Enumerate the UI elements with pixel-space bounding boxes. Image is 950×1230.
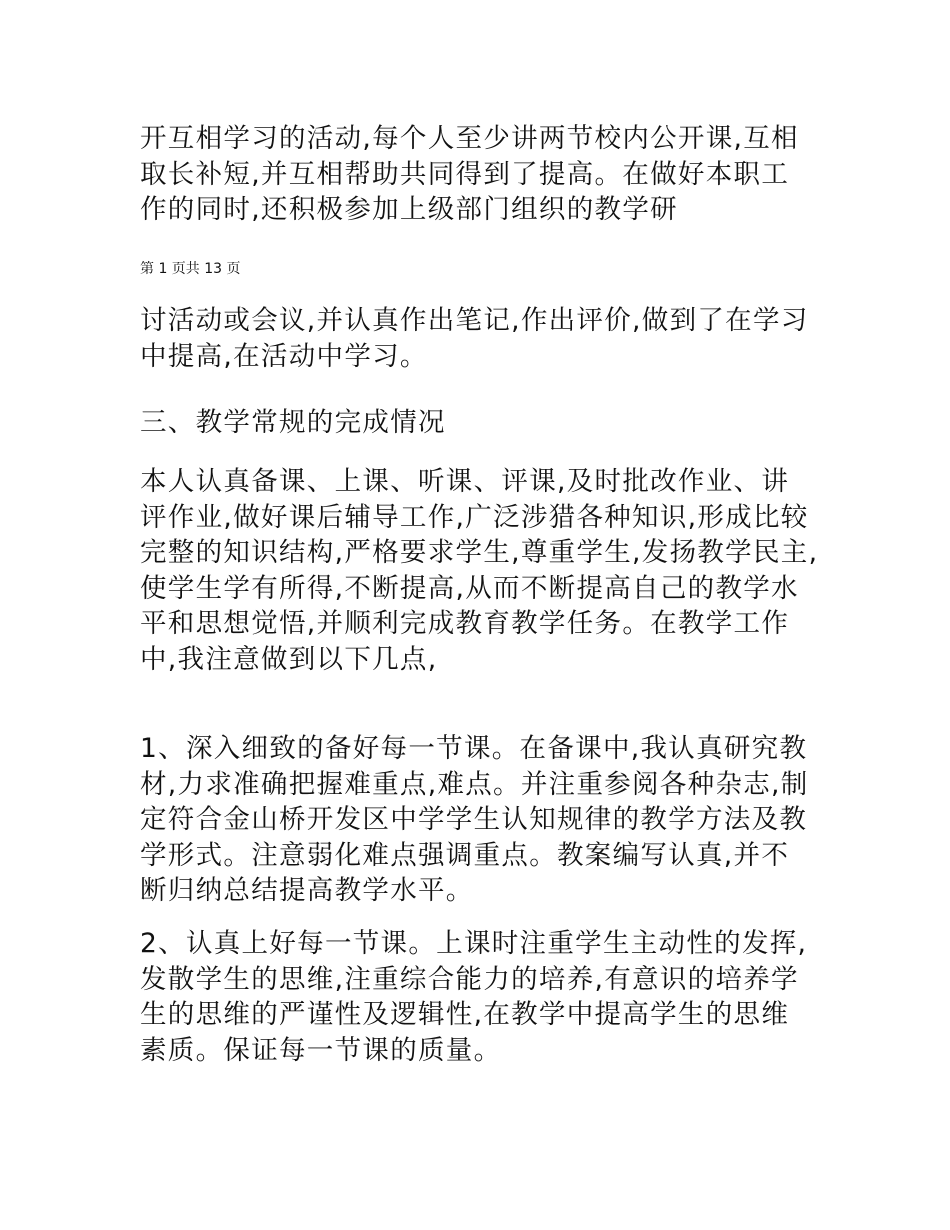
page-number-footer: 第 1 页共 13 页 bbox=[140, 261, 241, 277]
section-heading: 三、教学常规的完成情况 bbox=[140, 407, 446, 438]
paragraph-top: 开互相学习的活动,每个人至少讲两节校内公开课,互相 取长补短,并互相帮助共同得到了提高。在做好本职工 作的同时,还积极参加上级部门组织的教学研 bbox=[140, 123, 799, 225]
paragraph-continuation: 讨活动或会议,并认真作出笔记,作出评价,做到了在学习 中提高,在活动中学习。 bbox=[140, 305, 809, 372]
paragraph-intro: 本人认真备课、上课、听课、评课,及时批改作业、讲 评作业,做好课后辅导工作,广泛涉猎各种知识,形成比较 完整的知识结构,严格要求学生,尊重学生,发扬教学民主, 使学生学有所得,不断提高,从而不断提高自己的教学水 平和思想觉悟,并顺利完成教育教学任务。在教学工作 中,我注意做到以下几点, bbox=[140, 466, 819, 675]
list-item-1: 1、深入细致的备好每一节课。在备课中,我认真研究教 材,力求准确把握难重点,难点。并注重参阅各种杂志,制 定符合金山桥开发区中学学生认知规律的教学方法及教 学形式。注意弱化难点强调重点。教案编写认真,并不 断归纳总结提高教学水平。 bbox=[140, 733, 809, 906]
list-item-2: 2、认真上好每一节课。上课时注重学生主动性的发挥, 发散学生的思维,注重综合能力的培养,有意识的培养学 生的思维的严谨性及逻辑性,在教学中提高学生的思维 素质。保证每一节课的质量。 bbox=[140, 928, 808, 1066]
